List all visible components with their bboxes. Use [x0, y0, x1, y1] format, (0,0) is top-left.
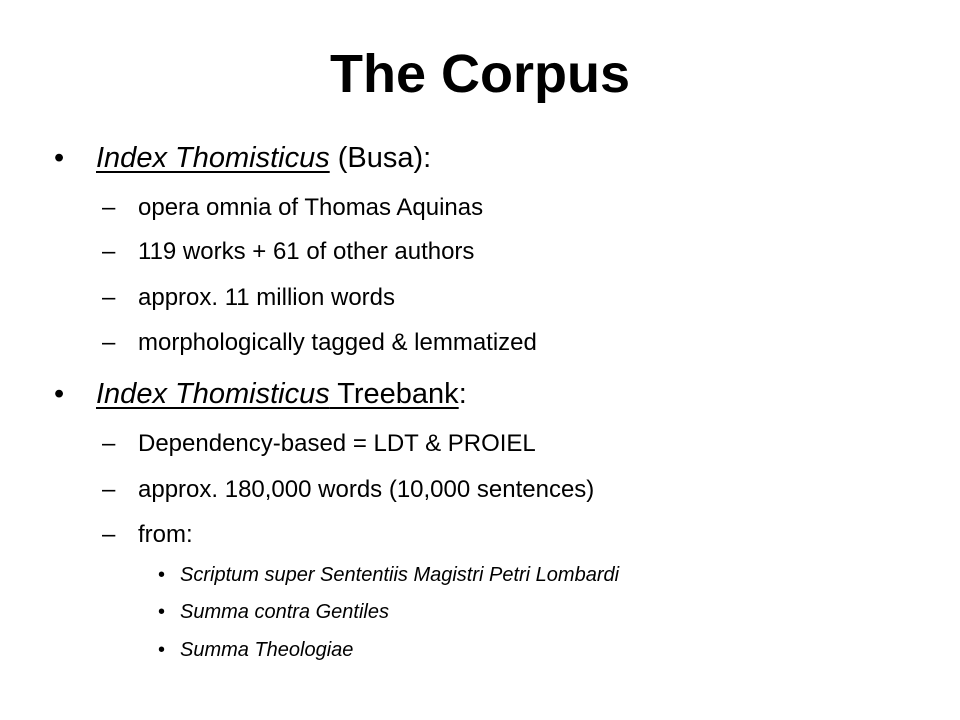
- source-item-text: Summa contra Gentiles: [180, 601, 389, 623]
- list-item-text: opera omnia of Thomas Aquinas: [138, 194, 484, 221]
- source-item: [158, 562, 620, 588]
- dash-marker: –: [102, 238, 116, 265]
- heading-rest: :: [458, 378, 467, 410]
- list-item-text: 119 works + 61 of other authors: [138, 238, 475, 265]
- source-item: [158, 599, 389, 625]
- heading-underlined-rest: Treebank: [329, 378, 459, 410]
- list-item: [102, 475, 595, 505]
- list-item: [102, 520, 193, 550]
- heading-rest: (Busa):: [329, 142, 432, 174]
- list-item-text: from:: [138, 521, 193, 548]
- dash-marker: –: [102, 430, 116, 457]
- bullet-marker: •: [54, 142, 65, 174]
- bullet-marker: •: [158, 639, 166, 661]
- list-item: [102, 328, 537, 358]
- source-item-text: Scriptum super Sententiis Magistri Petri Lombardi: [180, 564, 620, 586]
- list-item-text: morphologically tagged & lemmatized: [138, 329, 537, 356]
- bullet-marker: •: [158, 601, 166, 623]
- dash-marker: –: [102, 521, 116, 548]
- source-item-text: Summa Theologiae: [180, 639, 354, 661]
- dash-marker: –: [102, 194, 116, 221]
- section-heading-treebank: [54, 376, 467, 412]
- slide-title: The Corpus: [329, 44, 630, 104]
- bullet-marker: •: [158, 564, 166, 586]
- source-item: [158, 637, 354, 663]
- list-item-text: Dependency-based = LDT & PROIEL: [138, 430, 536, 457]
- dash-marker: –: [102, 284, 116, 311]
- dash-marker: –: [102, 329, 116, 356]
- heading-italic-title: Index Thomisticus: [96, 378, 330, 410]
- list-item-text: approx. 180,000 words (10,000 sentences): [138, 476, 595, 503]
- heading-italic-title: Index Thomisticus: [96, 142, 330, 174]
- list-item: [102, 193, 484, 223]
- bullet-marker: •: [54, 378, 65, 410]
- section-heading-index-thomisticus: [54, 140, 432, 176]
- list-item: [102, 237, 475, 267]
- list-item: [102, 283, 396, 313]
- list-item: [102, 429, 536, 459]
- list-item-text: approx. 11 million words: [138, 284, 396, 311]
- dash-marker: –: [102, 476, 116, 503]
